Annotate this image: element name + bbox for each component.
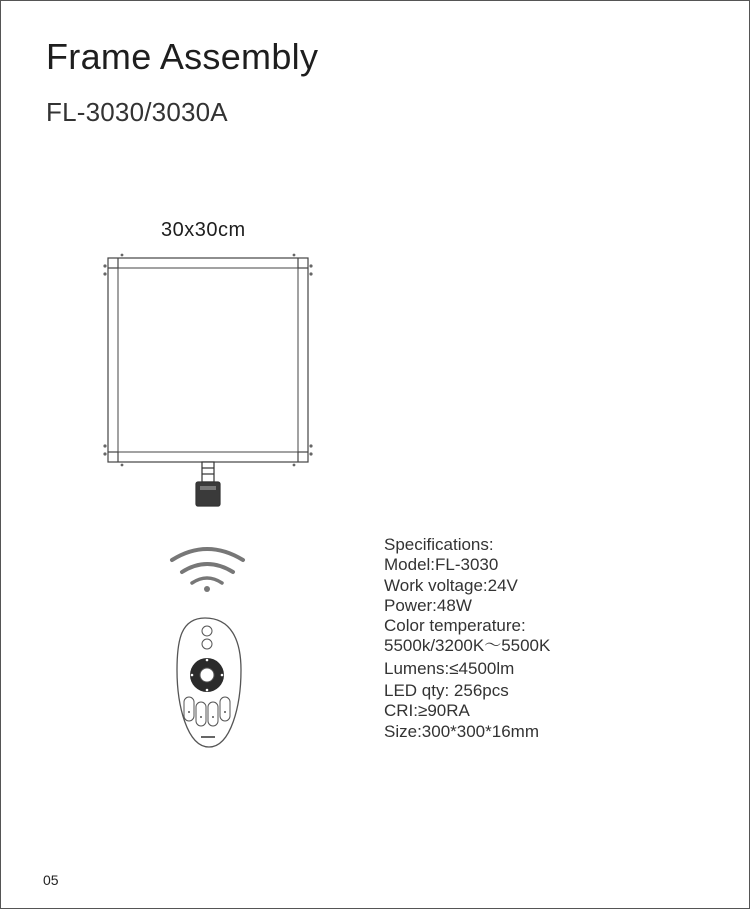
model-code: FL-3030/3030A [46,97,228,127]
wireless-signal-icon [172,549,243,583]
spec-cri: CRI:≥90RA [384,701,470,721]
spec-size: Size:300*300*16mm [384,721,539,741]
spec-model: Model:FL-3030 [384,555,499,575]
spec-power: Power:48W [384,595,472,615]
spec-led-qty: LED qty: 256pcs [384,681,509,701]
spec-color-temperature-label: Color temperature: [384,616,526,636]
page-number: 05 [43,872,59,888]
page-title: Frame Assembly [46,36,319,77]
specs-heading: Specifications: [384,535,494,554]
remote-control-icon [165,540,255,760]
specifications-list [384,535,550,742]
spec-color-temperature-value: 5500k/3200K〜5500K [384,636,551,656]
square-panel-frame-icon [100,252,320,512]
spec-work-voltage: Work voltage:24V [384,575,518,595]
spec-lumens: Lumens:≤4500lm [384,658,515,678]
size-label: 30x30cm [161,219,246,241]
